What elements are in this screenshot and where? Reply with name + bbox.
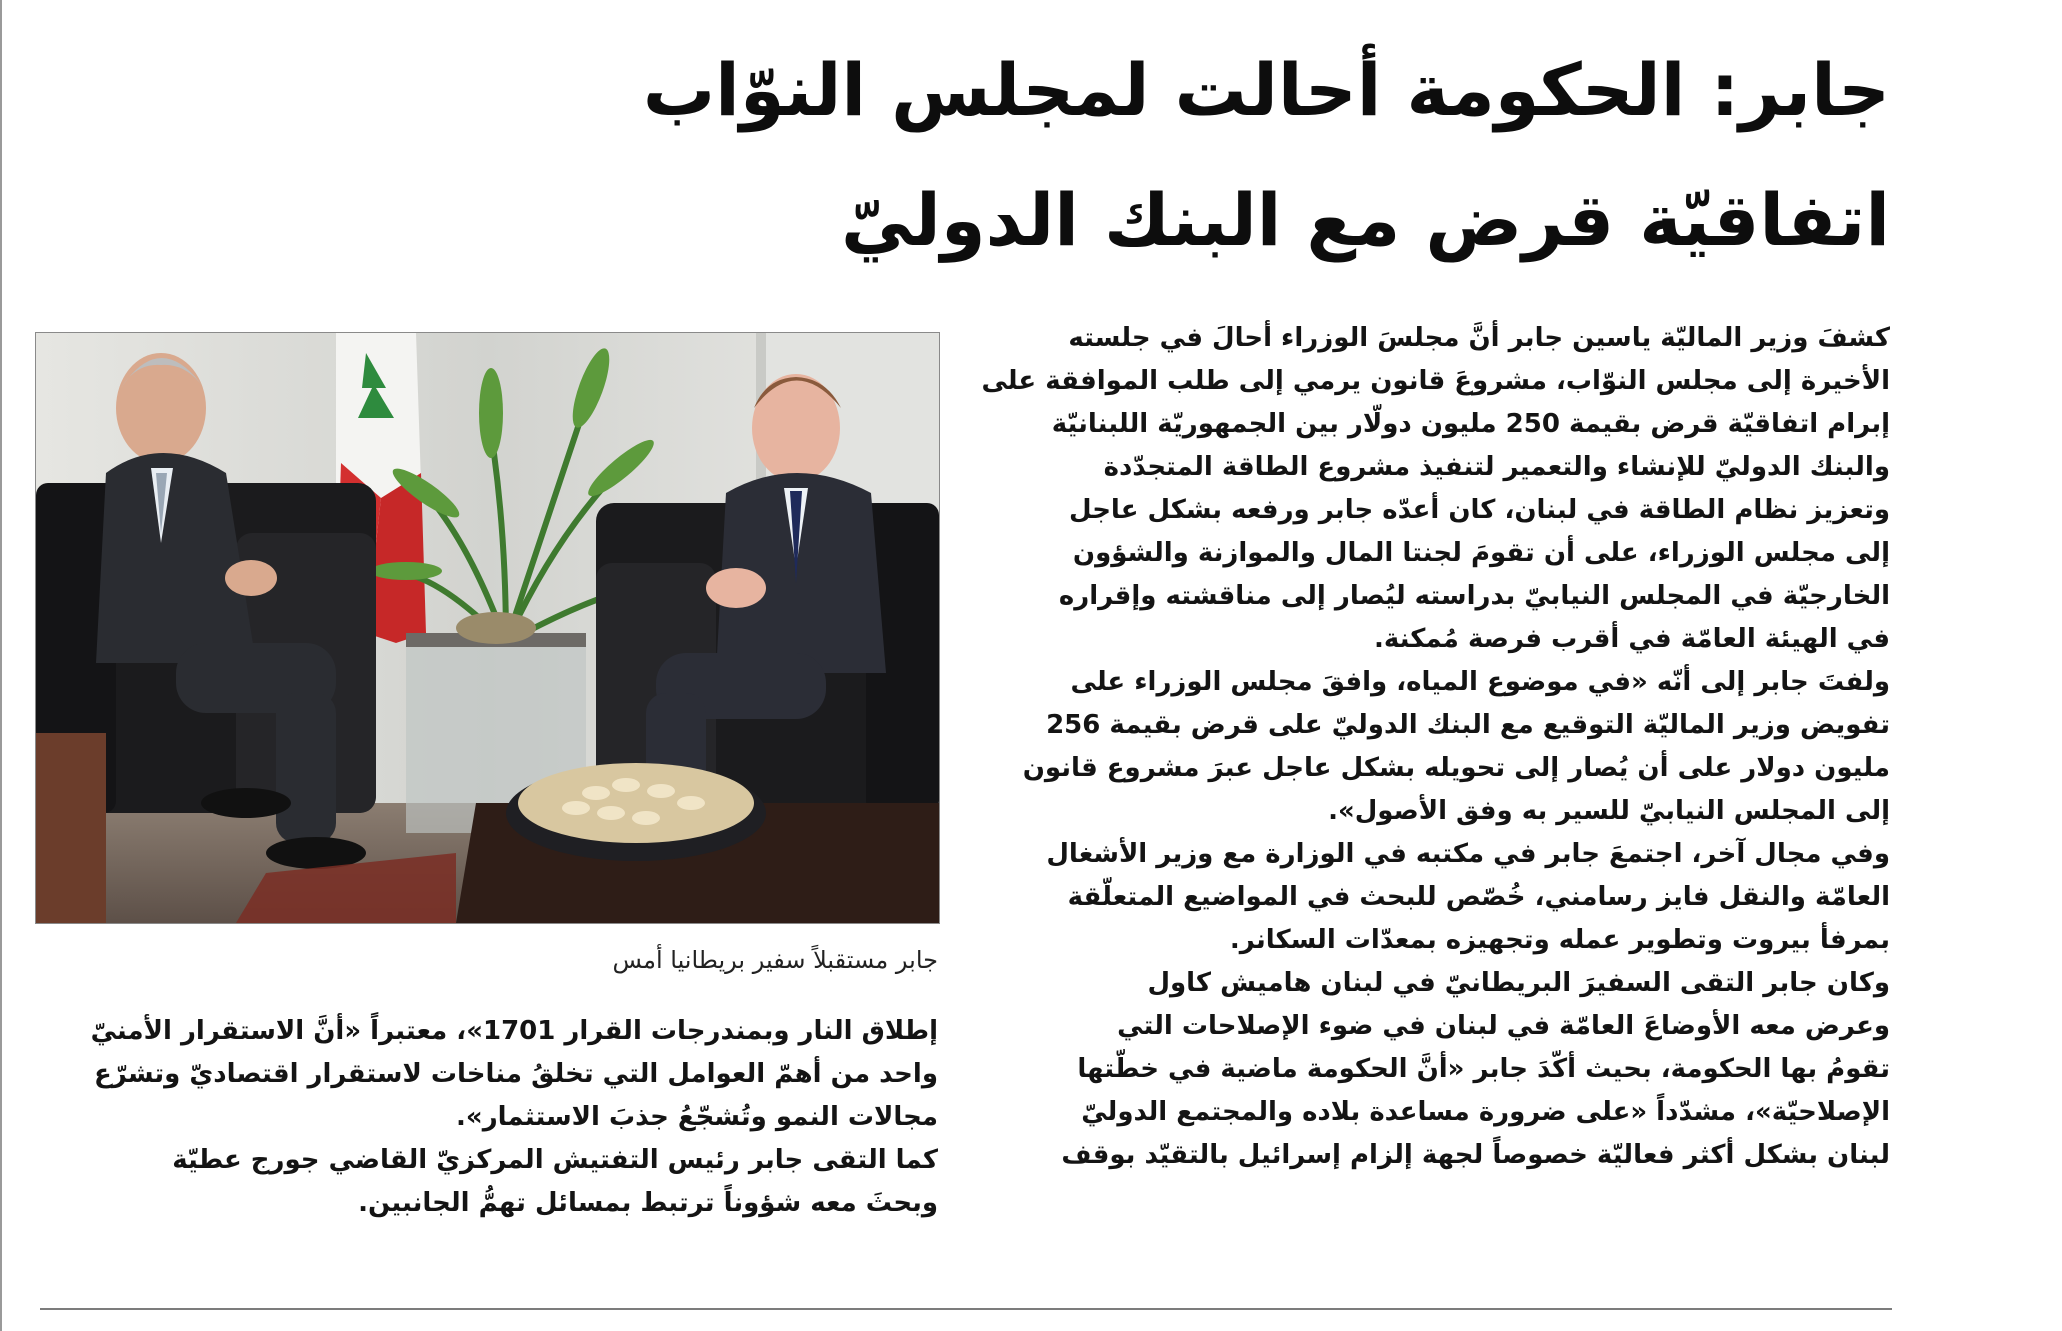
article-column-left	[32, 1010, 938, 1225]
photo-caption: جابر مستقبلاً سفير بريطانيا أمس	[612, 946, 938, 974]
text-line: إلى المجلس النيابيّ للسير به وفق الأصول».	[1328, 796, 1890, 826]
text-line: وفي مجال آخر، اجتمعَ جابر في مكتبه في الوزارة مع وزير الأشغال	[1046, 839, 1890, 869]
text-line: وتعزيز نظام الطاقة في لبنان، كان أعدّه جابر ورفعه بشكل عاجل	[1068, 495, 1890, 525]
text-line: وعرض معه الأوضاعَ العامّة في لبنان في ضوء الإصلاحات التي	[1117, 1011, 1890, 1041]
text-line: بمرفأ بيروت وتطوير عمله وتجهيزه بمعدّات السكانر.	[1229, 925, 1890, 955]
headline-line-1: جابر: الحكومة أحالت لمجلس النوّاب	[642, 48, 1890, 132]
text-line: وبحثَ معه شؤوناً ترتبط بمسائل تهمُّ الجانبين.	[358, 1188, 938, 1218]
text-line: إطلاق النار وبمندرجات القرار 1701»، معتبراً «أنَّ الاستقرار الأمنيّ	[90, 1016, 938, 1046]
text-line: الأخيرة إلى مجلس النوّاب، مشروعَ قانون يرمي إلى طلب الموافقة على	[981, 366, 1890, 396]
article-photo	[35, 332, 940, 924]
paragraph-1	[960, 317, 1890, 661]
paragraph-2	[960, 661, 1890, 833]
text-line: كشفَ وزير الماليّة ياسين جابر أنَّ مجلسَ الوزراء أحالَ في جلسته	[1068, 323, 1890, 353]
text-line: مليون دولار على أن يُصار إلى تحويله بشكل عاجل عبرَ مشروع قانون	[1022, 753, 1890, 783]
paragraph-4	[960, 962, 1890, 1177]
text-line: وكان جابر التقى السفيرَ البريطانيّ في لبنان هاميش كاول	[1147, 968, 1890, 998]
text-line: الإصلاحيّة»، مشدّداً «على ضرورة مساعدة بلاده والمجتمع الدوليّ	[1081, 1097, 1890, 1127]
text-line: تفويض وزير الماليّة التوقيع مع البنك الدوليّ على قرض بقيمة 256	[1046, 710, 1890, 740]
text-line: إبرام اتفاقيّة قرض بقيمة 250 مليون دولّار بين الجمهوريّة اللبنانيّة	[1051, 409, 1890, 439]
text-line: ولفتَ جابر إلى أنّه «في موضوع المياه، وافقَ مجلس الوزراء على	[1070, 667, 1890, 697]
text-line: والبنك الدوليّ للإنشاء والتعمير لتنفيذ مشروع الطاقة المتجدّدة	[1103, 452, 1890, 482]
paragraph-5	[32, 1010, 938, 1139]
text-line: في الهيئة العامّة في أقرب فرصة مُمكنة.	[1373, 624, 1890, 654]
text-line: العامّة والنقل فايز رسامني، خُصّص للبحث في المواضيع المتعلّقة	[1067, 882, 1890, 912]
article-column-right	[960, 317, 1890, 1177]
text-line: واحد من أهمّ العوامل التي تخلقُ مناخات لاستقرار اقتصاديّ وتشرّع	[94, 1059, 938, 1089]
text-line: لبنان بشكل أكثر فعاليّة خصوصاً لجهة إلزام إسرائيل بالتقيّد بوقف	[1061, 1140, 1890, 1170]
text-line: الخارجيّة في المجلس النيابيّ بدراسته ليُصار إلى مناقشته وإقراره	[1058, 581, 1890, 611]
headline-line-2: اتفاقيّة قرض مع البنك الدوليّ	[840, 178, 1890, 262]
paragraph-6	[32, 1139, 938, 1225]
page-edge-rule	[0, 0, 2, 1331]
bottom-divider	[40, 1308, 1892, 1310]
text-line: كما التقى جابر رئيس التفتيش المركزيّ القاضي جورج عطيّة	[172, 1145, 938, 1175]
text-line: تقومُ بها الحكومة، بحيث أكّدَ جابر «أنَّ الحكومة ماضية في خطّتها	[1077, 1054, 1890, 1084]
paragraph-3	[960, 833, 1890, 962]
text-line: إلى مجلس الوزراء، على أن تقومَ لجنتا المال والموازنة والشؤون	[1072, 538, 1890, 568]
meeting-photo-illustration	[36, 333, 939, 923]
text-line: مجالات النمو وتُشجّعُ جذبَ الاستثمار».	[456, 1102, 938, 1132]
